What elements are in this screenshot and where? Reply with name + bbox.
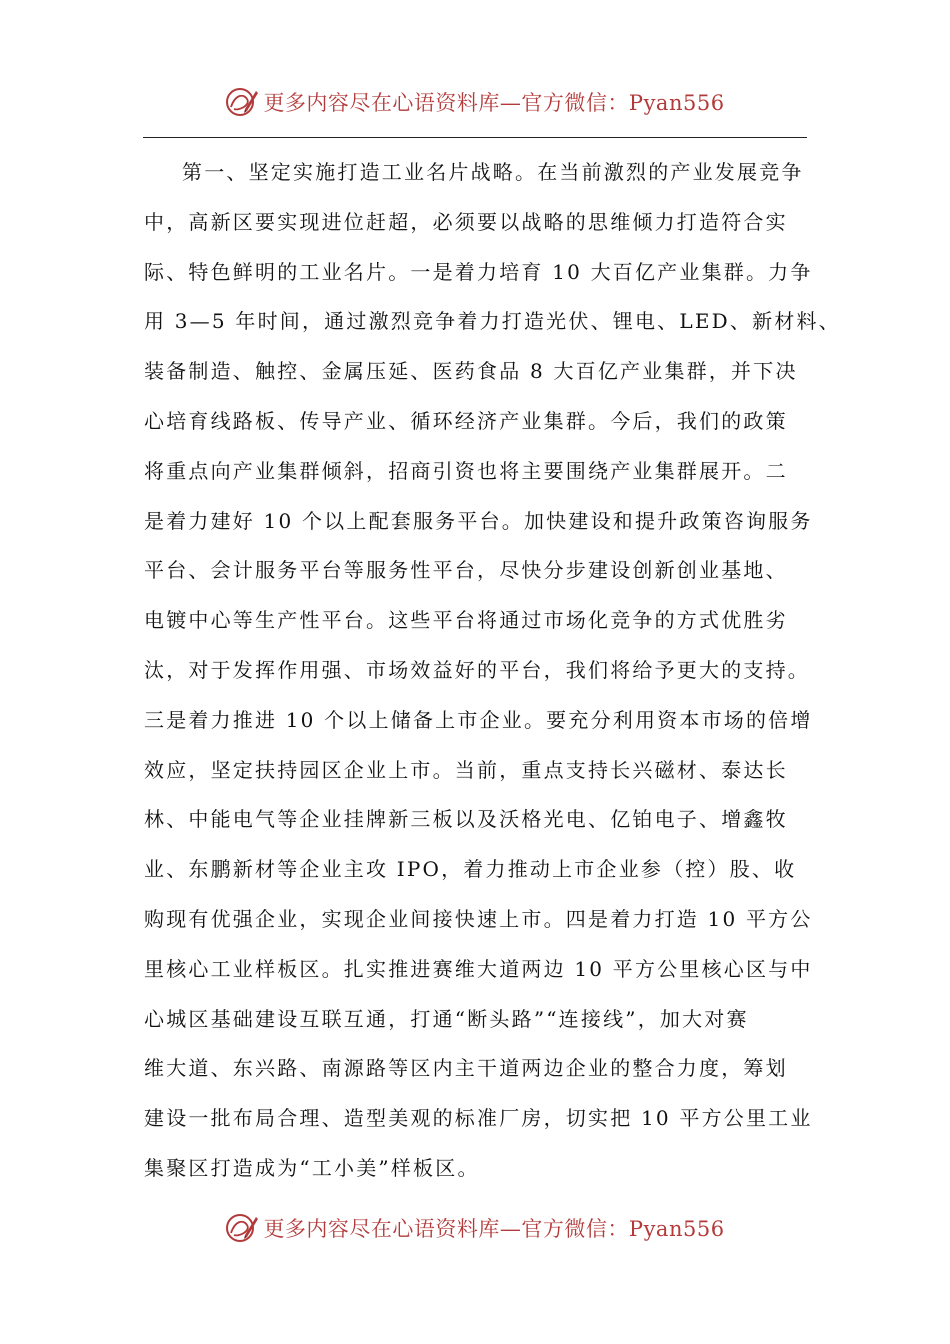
paragraph-line: 业、东鹏新材等企业主攻 IPO，着力推动上市企业参（控）股、收 <box>144 857 797 882</box>
paragraph-line: 际、特色鲜明的工业名片。一是着力培育 10 大百亿产业集群。力争 <box>144 259 813 284</box>
paragraph-line: 心城区基础建设互联互通，打通“断头路”“连接线”，加大对赛 <box>144 1006 749 1031</box>
paragraph-line: 是着力建好 10 个以上配套服务平台。加快建设和提升政策咨询服务 <box>144 508 813 533</box>
signature-pen-logo-icon <box>225 1211 259 1245</box>
paragraph-line: 第一、坚定实施打造工业名片战略。在当前激烈的产业发展竞争 <box>182 160 804 184</box>
paragraph-line: 装备制造、触控、金属压延、医药食品 8 大百亿产业集群，并下决 <box>144 359 798 384</box>
paragraph-line: 心培育线路板、传导产业、循环经济产业集群。今后，我们的政策 <box>144 408 788 433</box>
paragraph-line: 中，高新区要实现进位赶超，必须要以战略的思维倾力打造符合实 <box>144 209 788 234</box>
paragraph-line: 购现有优强企业，实现企业间接快速上市。四是着力打造 10 平方公 <box>144 906 813 931</box>
paragraph-line: 里核心工业样板区。扎实推进赛维大道两边 10 平方公里核心区与中 <box>144 956 813 981</box>
paragraph-line: 建设一批布局合理、造型美观的标准厂房，切实把 10 平方公里工业 <box>144 1106 813 1131</box>
paragraph-line: 用 3—5 年时间，通过激烈竞争着力打造光伏、锂电、LED、新材料、 <box>144 309 841 334</box>
paragraph-line: 效应，坚定扶持园区企业上市。当前，重点支持长兴磁材、泰达长 <box>144 757 788 782</box>
paragraph-line: 平台、会计服务平台等服务性平台，尽快分步建设创新创业基地、 <box>144 558 788 583</box>
footer-banner <box>0 1206 950 1250</box>
footer-banner-text: 更多内容尽在心语资料库—官方微信：Pyan556 <box>263 1217 725 1241</box>
header-banner-text: 更多内容尽在心语资料库—官方微信：Pyan556 <box>263 91 725 115</box>
paragraph-line: 集聚区打造成为“工小美”样板区。 <box>144 1155 480 1180</box>
paragraph-line: 汰，对于发挥作用强、市场效益好的平台，我们将给予更大的支持。 <box>144 657 810 682</box>
document-body <box>144 148 841 1194</box>
paragraph-line: 电镀中心等生产性平台。这些平台将通过市场化竞争的方式优胜劣 <box>144 608 788 633</box>
paragraph-line: 将重点向产业集群倾斜，招商引资也将主要围绕产业集群展开。二 <box>144 458 788 483</box>
paragraph-line: 三是着力推进 10 个以上储备上市企业。要充分利用资本市场的倍增 <box>144 707 813 732</box>
signature-pen-logo-icon <box>225 85 259 119</box>
header-banner <box>0 80 950 124</box>
paragraph-line: 维大道、东兴路、南源路等区内主干道两边企业的整合力度，筹划 <box>144 1056 788 1081</box>
paragraph-line: 林、中能电气等企业挂牌新三板以及沃格光电、亿铂电子、增鑫牧 <box>144 807 788 832</box>
header-divider <box>143 137 807 138</box>
